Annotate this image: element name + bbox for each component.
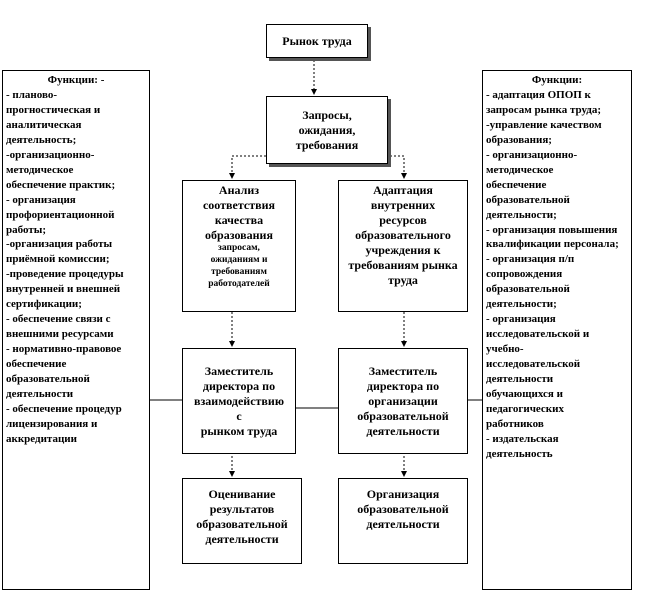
right-function-line: - организационно-	[486, 148, 578, 161]
right-function-line: деятельности;	[486, 208, 557, 221]
left-function-line: прогностическая и	[6, 103, 101, 116]
left-function-line: - организация	[6, 193, 76, 206]
adaptation-line: Адаптация	[373, 183, 433, 197]
deputy-interaction-line: директора по	[202, 378, 276, 393]
labor-market-box	[266, 24, 368, 58]
left-function-line: внутренней и внешней	[6, 283, 121, 296]
left-function-line: деятельности	[6, 388, 74, 401]
left-function-line: -организация работы	[6, 238, 113, 251]
right-function-line: учебно-	[486, 343, 524, 356]
requests-line: ожидания,	[298, 122, 356, 137]
right-function-line: -управление качеством	[486, 118, 602, 131]
deputy-organization-line: Заместитель	[368, 363, 438, 378]
right-function-line: - организация	[486, 313, 556, 326]
requests-box	[266, 96, 388, 164]
deputy-interaction-line: взаимодействию	[194, 393, 284, 408]
evaluation-line: Оценивание	[208, 487, 276, 501]
left-function-line: -организационно-	[6, 148, 95, 161]
deputy-interaction-line: Заместитель	[204, 363, 274, 378]
right-function-line: сопровождения	[486, 268, 563, 281]
right-functions-title: Функции:	[531, 74, 583, 86]
evaluation-line: образовательной	[196, 517, 288, 531]
deputy-interaction-line: с	[236, 408, 242, 423]
left-function-line: внешними ресурсами	[6, 328, 114, 341]
right-function-line: образовательной	[486, 193, 570, 206]
requests-line: требования	[295, 137, 359, 152]
analysis-line: Анализ	[218, 183, 260, 197]
analysis-line: качества	[214, 213, 264, 227]
right-function-line: педагогических	[486, 402, 564, 415]
left-function-line: аккредитации	[6, 432, 77, 445]
organization-line: Организация	[366, 487, 440, 501]
requests-line: Запросы,	[302, 107, 352, 122]
left-function-line: - планово-	[6, 88, 58, 101]
adaptation-line: требованиям рынка	[348, 258, 458, 272]
left-function-line: деятельность;	[6, 133, 77, 146]
left-function-line: приёмной комиссии;	[6, 253, 110, 266]
adaptation-line: образовательного	[355, 228, 451, 242]
left-function-line: образовательной	[6, 373, 90, 386]
left-function-line: сертификации;	[6, 298, 82, 311]
arrow-requests-to-adaptation	[390, 156, 404, 176]
adaptation-box	[338, 180, 468, 312]
right-function-line: работников	[486, 417, 544, 430]
analysis-line-small: требованиям	[211, 266, 267, 277]
left-function-line: - обеспечение связи с	[6, 313, 111, 326]
right-function-line: образовательной	[486, 283, 570, 296]
left-function-line: -проведение процедуры	[6, 268, 124, 281]
left-function-line: профориентационной	[6, 208, 115, 221]
deputy-organization-line: директора по	[366, 378, 440, 393]
right-function-line: деятельность	[486, 447, 553, 460]
left-function-line: лицензирования и	[6, 417, 98, 430]
analysis-line: образования	[205, 228, 273, 242]
deputy-interaction-line: рынком труда	[200, 423, 278, 438]
deputy-organization-box	[338, 348, 468, 454]
analysis-line-small: запросам,	[218, 243, 260, 253]
adaptation-line: внутренних	[370, 198, 436, 212]
right-function-line: исследовательской	[486, 358, 581, 371]
right-function-line: квалификации персонала;	[486, 238, 619, 251]
right-function-line: обучающихся и	[486, 388, 563, 401]
organization-line: деятельности	[366, 517, 440, 531]
deputy-interaction-box	[182, 348, 296, 454]
left-function-line: - нормативно-правовое	[6, 343, 122, 356]
labor-market-label: Рынок труда	[282, 33, 352, 48]
deputy-organization-line: организации	[368, 393, 438, 408]
right-function-line: обеспечение	[486, 178, 547, 191]
organization-line: образовательной	[357, 502, 449, 516]
adaptation-line: труда	[388, 273, 418, 287]
evaluation-box	[182, 478, 302, 564]
right-function-line: исследовательской и	[486, 328, 590, 341]
right-function-line: образования;	[486, 133, 552, 146]
analysis-line-small: ожиданиям и	[210, 254, 268, 265]
arrow-requests-to-analysis	[232, 156, 266, 176]
analysis-box	[182, 180, 296, 312]
left-function-line: обеспечение практик;	[6, 178, 116, 191]
analysis-line-small: работодателей	[208, 278, 270, 289]
left-function-line: работы;	[6, 223, 46, 236]
left-functions-title: Функции: -	[47, 74, 105, 86]
left-function-line: обеспечение	[6, 358, 67, 371]
left-function-line: методическое	[6, 163, 74, 176]
deputy-organization-line: образовательной	[357, 408, 449, 423]
adaptation-line: учреждения к	[365, 243, 441, 257]
left-function-line: аналитическая	[6, 118, 82, 131]
right-function-line: деятельности;	[486, 298, 557, 311]
right-function-line: запросам рынка труда;	[486, 103, 602, 116]
right-functions-panel	[482, 70, 632, 590]
evaluation-line: деятельности	[205, 532, 279, 546]
right-function-line: методическое	[486, 163, 554, 176]
right-function-line: - организация п/п	[486, 253, 575, 266]
deputy-organization-line: деятельности	[366, 423, 440, 438]
right-function-line: - адаптация ОПОП к	[486, 88, 591, 101]
right-function-line: - организация повышения	[486, 223, 618, 236]
right-function-line: - издательская	[486, 432, 559, 445]
analysis-line: соответствия	[202, 198, 276, 212]
left-functions-panel	[2, 70, 150, 590]
left-function-line: - обеспечение процедур	[6, 402, 122, 415]
right-function-line: деятельности	[486, 373, 554, 386]
adaptation-line: ресурсов	[379, 213, 427, 227]
evaluation-line: результатов	[209, 502, 275, 516]
organization-box	[338, 478, 468, 564]
